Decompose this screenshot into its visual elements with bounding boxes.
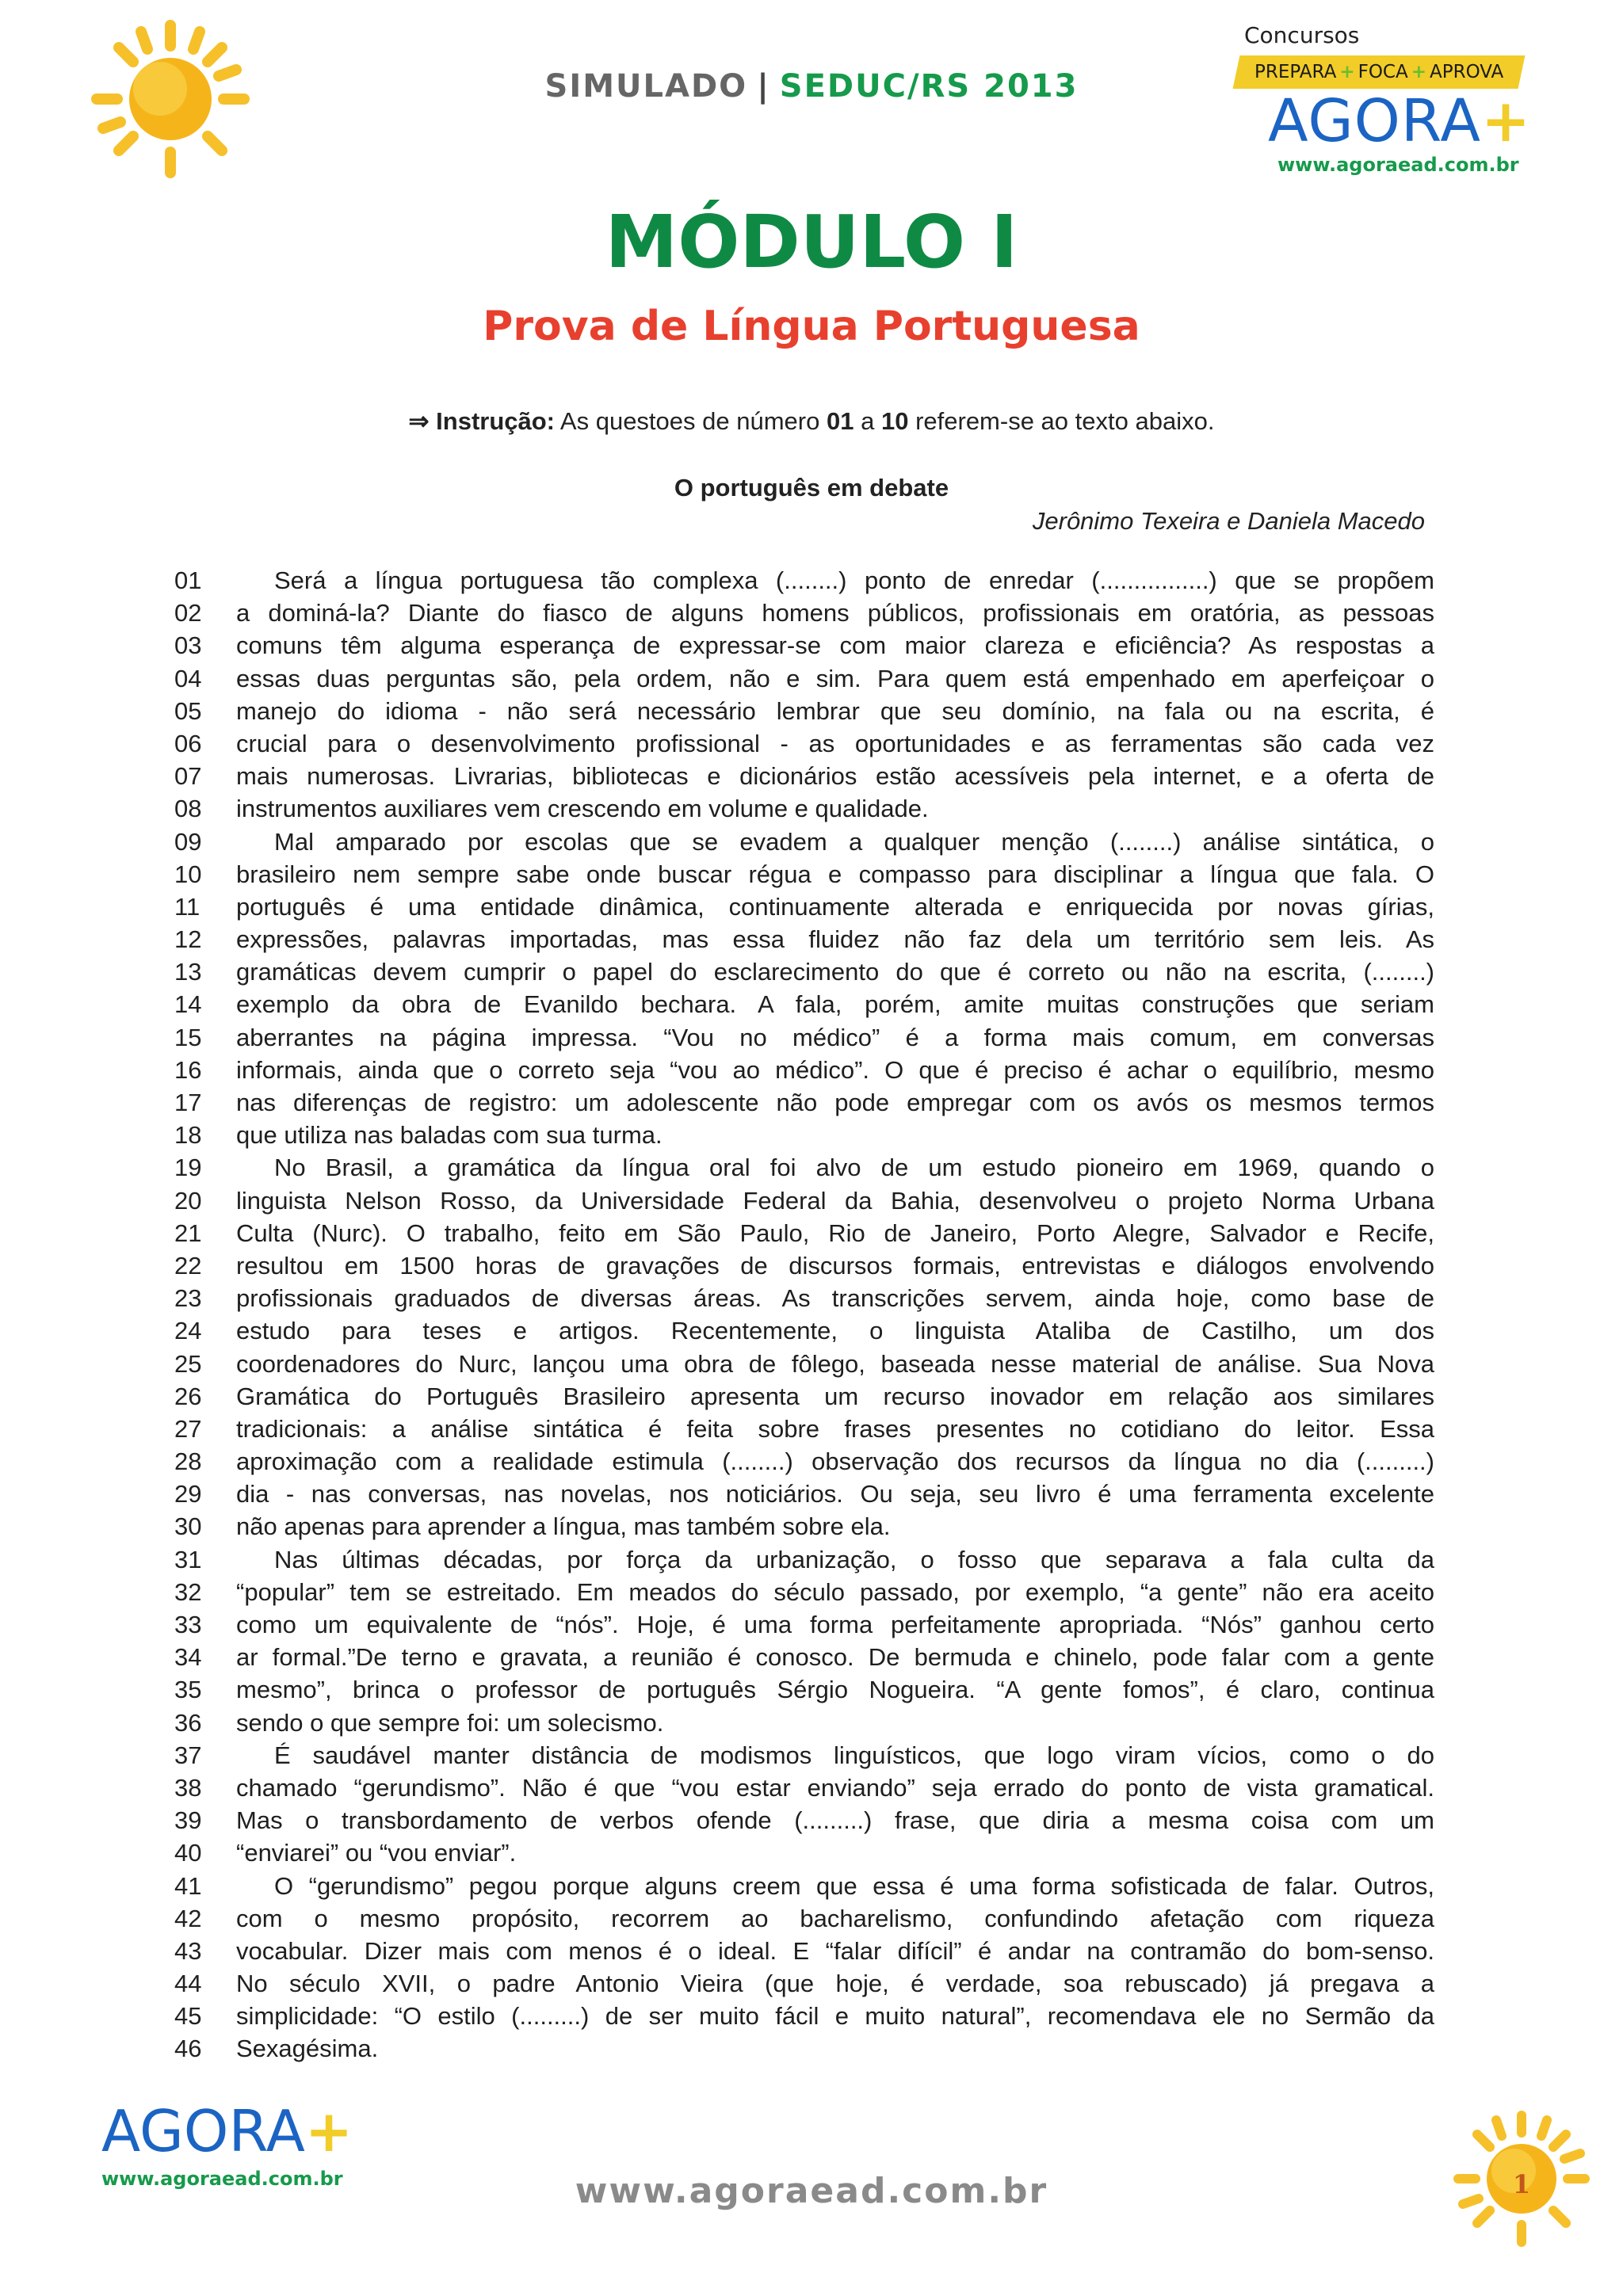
text-line	[0, 1413, 1623, 1445]
line-text: português é uma entidade dinâmica, continuamente alterada e enriquecida por novas gírias,	[236, 892, 1434, 921]
instruction: ⇒ Instrução: As questoes de número 01 a 10 referem-se ao texto abaixo.	[408, 407, 1215, 435]
text-line	[0, 1836, 1623, 1869]
line-text: dia - nas conversas, nas novelas, nos noticiários. Ou seja, seu livro é uma ferramenta excelente	[236, 1480, 1434, 1508]
line-text: Sexagésima.	[236, 2035, 379, 2063]
line-text: manejo do idioma - não será necessário lembrar que seu domínio, na fala ou na escrita, é	[236, 696, 1434, 725]
footer-url: www.agoraead.com.br	[575, 2171, 1048, 2211]
text-line	[0, 1576, 1623, 1608]
text-line	[0, 1314, 1623, 1347]
logo-tagline-band	[1233, 55, 1526, 89]
text-line	[0, 1804, 1623, 1836]
line-number: 10	[174, 860, 202, 888]
text-line	[0, 792, 1623, 825]
header-separator: |	[757, 68, 770, 105]
line-number: 02	[174, 599, 202, 627]
line-number: 21	[174, 1219, 202, 1247]
line-number: 14	[174, 990, 202, 1019]
line-number: 15	[174, 1023, 202, 1051]
line-text: brasileiro nem sempre sabe onde buscar régua e compasso para disciplinar a língua que fala. O	[236, 860, 1434, 888]
line-number: 26	[174, 1382, 202, 1410]
text-line	[0, 662, 1623, 695]
line-text: expressões, palavras importadas, mas essa fluidez não faz dela um território sem leis. As	[236, 925, 1434, 954]
line-number: 31	[174, 1545, 202, 1573]
line-text: coordenadores do Nurc, lançou uma obra de fôlego, baseada nesse material de análise. Sua Nova	[236, 1349, 1434, 1378]
text-line	[0, 1510, 1623, 1543]
plus-icon: +	[1339, 62, 1355, 82]
text-body	[0, 564, 1623, 2065]
line-number: 12	[174, 925, 202, 954]
text-line	[0, 858, 1623, 891]
line-text: Gramática do Português Brasileiro apresenta um recurso inovador em relação aos similares	[236, 1382, 1434, 1410]
line-number: 07	[174, 762, 202, 791]
line-number: 22	[174, 1251, 202, 1280]
line-number: 19	[174, 1154, 202, 1182]
line-text: No Brasil, a gramática da língua oral foi alvo de um estudo pioneiro em 1969, quando o	[274, 1154, 1434, 1182]
text-line	[0, 597, 1623, 629]
line-number: 09	[174, 827, 202, 856]
line-number: 18	[174, 1121, 202, 1150]
line-number: 44	[174, 1970, 202, 1998]
line-text: No século XVII, o padre Antonio Vieira (que hoje, é verdade, soa rebuscado) já pregava a	[236, 1970, 1434, 1998]
line-text: nas diferenças de registro: um adolescente não pode empregar com os avós os mesmos termos	[236, 1089, 1434, 1116]
text-line	[0, 1707, 1623, 1739]
line-number: 13	[174, 958, 202, 986]
line-number: 43	[174, 1936, 202, 1965]
line-text: exemplo da obra de Evanildo bechara. A fala, porém, amite muitas construções que seriam	[236, 990, 1434, 1019]
line-text: essas duas perguntas são, pela ordem, não e sim. Para quem está empenhado em aperfeiçoar o	[236, 664, 1434, 692]
line-number: 25	[174, 1349, 202, 1378]
line-number: 35	[174, 1676, 202, 1704]
line-number: 33	[174, 1611, 202, 1638]
line-number: 01	[174, 566, 202, 594]
line-number: 37	[174, 1741, 202, 1769]
exam-title: Prova de Língua Portuguesa	[483, 303, 1140, 350]
line-text: instrumentos auxiliares vem crescendo em volume e qualidade.	[236, 795, 929, 823]
logo-wordmark: AGORA+	[1268, 87, 1531, 155]
line-text: a dominá-la? Diante do fiasco de alguns homens públicos, profissionais em oratória, as pessoas	[236, 599, 1434, 627]
text-line	[0, 1217, 1623, 1249]
text-line	[0, 1151, 1623, 1184]
line-text: mesmo”, brinca o professor de português Sérgio Nogueira. “A gente fomos”, é claro, continua	[236, 1676, 1434, 1704]
line-number: 05	[174, 696, 202, 725]
line-number: 38	[174, 1773, 202, 1802]
line-text: chamado “gerundismo”. Não é que “vou estar enviando” seja errado do ponto de vista gramatical.	[236, 1773, 1434, 1802]
line-number: 40	[174, 1839, 202, 1867]
line-number: 34	[174, 1643, 202, 1672]
line-text: Nas últimas décadas, por força da urbanização, o fosso que separava a fala culta da	[274, 1545, 1434, 1573]
line-number: 11	[174, 892, 200, 921]
line-text: Será a língua portuguesa tão complexa (........) ponto de enredar (................) que se propõem	[274, 566, 1434, 594]
line-number: 08	[174, 795, 202, 823]
line-number: 24	[174, 1317, 202, 1345]
page-number: 1	[1512, 2169, 1531, 2199]
line-number: 28	[174, 1447, 202, 1476]
logo-tagline-2: FOCA	[1358, 62, 1408, 82]
line-text: Mal amparado por escolas que se evadem a qualquer menção (........) análise sintática, o	[274, 827, 1434, 856]
text-line	[0, 629, 1623, 662]
footer-logo-url: www.agoraead.com.br	[101, 2168, 343, 2190]
text-line	[0, 1935, 1623, 1967]
text-line	[0, 1478, 1623, 1510]
line-text: Culta (Nurc). O trabalho, feito em São Paulo, Rio de Janeiro, Porto Alegre, Salvador e Recife,	[236, 1219, 1434, 1247]
instruction-label: Instrução:	[436, 407, 556, 435]
text-line	[0, 695, 1623, 727]
module-title: MÓDULO I	[605, 200, 1018, 284]
line-text: comuns têm alguma esperança de expressar-se com maior clareza e eficiência? As respostas a	[236, 631, 1434, 660]
text-line	[0, 1380, 1623, 1413]
plus-icon: +	[304, 2098, 353, 2164]
line-text: com o mesmo propósito, recorrem ao bacharelismo, confundindo afetação com riqueza	[236, 1904, 1434, 1932]
line-text: informais, ainda que o correto seja “vou ao médico”. O que é preciso é achar o equilíbrio, mesmo	[236, 1055, 1434, 1084]
line-text: como um equivalente de “nós”. Hoje, é uma forma perfeitamente apropriada. “Nós” ganhou certo	[236, 1611, 1434, 1638]
header-simulado: SIMULADO	[544, 68, 748, 105]
line-text: ar formal.”De terno e gravata, a reunião é conosco. De bermuda e chinelo, pode falar com a gente	[236, 1643, 1434, 1672]
text-line	[0, 955, 1623, 988]
line-number: 06	[174, 729, 202, 757]
text-line	[0, 1249, 1623, 1282]
text-line	[0, 1739, 1623, 1772]
text-line	[0, 891, 1623, 923]
logo-concursos: Concursos	[1244, 22, 1360, 48]
line-number: 36	[174, 1708, 202, 1737]
text-line	[0, 1608, 1623, 1641]
text-line	[0, 1445, 1623, 1478]
text-line	[0, 1348, 1623, 1380]
line-text: estudo para teses e artigos. Recentemente, o linguista Ataliba de Castilho, um dos	[236, 1317, 1434, 1345]
text-title: O português em debate	[674, 474, 949, 502]
footer-wordmark: AGORA+	[101, 2098, 353, 2164]
text-line	[0, 1673, 1623, 1706]
line-text: tradicionais: a análise sintática é feita sobre frases presentes no cotidiano do leitor. Essa	[236, 1414, 1434, 1443]
line-number: 46	[174, 2035, 202, 2063]
line-number: 45	[174, 2002, 202, 2031]
text-line	[0, 1282, 1623, 1314]
line-text: aberrantes na página impressa. “Vou no médico” é a forma mais comum, em conversas	[236, 1023, 1434, 1051]
line-text: que utiliza nas baladas com sua turma.	[236, 1121, 663, 1150]
text-line	[0, 1641, 1623, 1673]
line-text: resultou em 1500 horas de gravações de discursos formais, entrevistas e diálogos envolvendo	[236, 1251, 1434, 1280]
line-number: 16	[174, 1055, 202, 1084]
text-authors: Jerônimo Texeira e Daniela Macedo	[1032, 507, 1425, 535]
text-line	[0, 988, 1623, 1020]
agora-logo	[1236, 22, 1545, 181]
arrow-icon: ⇒	[408, 407, 430, 435]
line-number: 27	[174, 1414, 202, 1443]
text-line	[0, 2032, 1623, 2065]
text-line	[0, 727, 1623, 760]
line-number: 39	[174, 1806, 202, 1835]
plus-icon: +	[1411, 62, 1426, 82]
line-number: 42	[174, 1904, 202, 1932]
line-text: crucial para o desenvolvimento profissional - as oportunidades e as ferramentas são cada vez	[236, 729, 1434, 757]
line-text: simplicidade: “O estilo (.........) de ser muito fácil e muito natural”, recomendava ele no Sermão da	[236, 2002, 1434, 2031]
line-number: 30	[174, 1512, 202, 1541]
line-text: linguista Nelson Rosso, da Universidade Federal da Bahia, desenvolveu o projeto Norma Urbana	[236, 1186, 1434, 1215]
line-number: 03	[174, 631, 202, 660]
text-line	[0, 923, 1623, 955]
plus-icon: +	[1480, 87, 1531, 155]
line-number: 04	[174, 664, 202, 692]
text-line	[0, 826, 1623, 858]
text-line	[0, 1054, 1623, 1086]
text-line	[0, 1543, 1623, 1576]
line-number: 23	[174, 1284, 202, 1313]
text-line	[0, 1184, 1623, 1217]
text-line	[0, 2000, 1623, 2032]
text-line	[0, 1870, 1623, 1902]
line-number: 32	[174, 1577, 202, 1606]
line-number: 41	[174, 1871, 202, 1900]
header-org: SEDUC/RS 2013	[779, 68, 1079, 105]
line-text: sendo o que sempre foi: um solecismo.	[236, 1708, 664, 1737]
line-text: profissionais graduados de diversas áreas. As transcrições servem, ainda hoje, como base de	[236, 1284, 1434, 1313]
logo-tagline-1: PREPARA	[1254, 62, 1337, 82]
logo-tagline-3: APROVA	[1429, 62, 1504, 82]
text-line	[0, 1021, 1623, 1054]
line-number: 20	[174, 1186, 202, 1215]
line-text: não apenas para aprender a língua, mas também sobre ela.	[236, 1512, 891, 1541]
line-text: O “gerundismo” pegou porque alguns creem que essa é uma forma sofisticada de falar. Outros,	[274, 1871, 1434, 1900]
logo-url: www.agoraead.com.br	[1277, 154, 1519, 176]
line-text: aproximação com a realidade estimula (........) observação dos recursos da língua no dia (.........)	[236, 1447, 1434, 1476]
text-line	[0, 1902, 1623, 1935]
text-line	[0, 1086, 1623, 1119]
line-text: gramáticas devem cumprir o papel do esclarecimento do que é correto ou não na escrita, (........)	[236, 958, 1434, 986]
line-text: “enviarei” ou “vou enviar”.	[236, 1839, 517, 1867]
line-text: Mas o transbordamento de verbos ofende (.........) frase, que diria a mesma coisa com um	[236, 1806, 1434, 1835]
text-line	[0, 1119, 1623, 1151]
text-line	[0, 1772, 1623, 1804]
text-line	[0, 564, 1623, 597]
text-line	[0, 760, 1623, 792]
line-number: 17	[174, 1089, 202, 1116]
line-number: 29	[174, 1480, 202, 1508]
text-line	[0, 1967, 1623, 2000]
line-text: mais numerosas. Livrarias, bibliotecas e dicionários estão acessíveis pela internet, e a oferta de	[236, 762, 1434, 791]
line-text: “popular” tem se estreitado. Em meados do século passado, por exemplo, “a gente” não era aceito	[236, 1577, 1434, 1606]
line-text: É saudável manter distância de modismos linguísticos, que logo viram vícios, como o do	[274, 1741, 1434, 1769]
line-text: vocabular. Dizer mais com menos é o ideal. E “falar difícil” é andar na contramão do bom-senso.	[236, 1936, 1434, 1965]
